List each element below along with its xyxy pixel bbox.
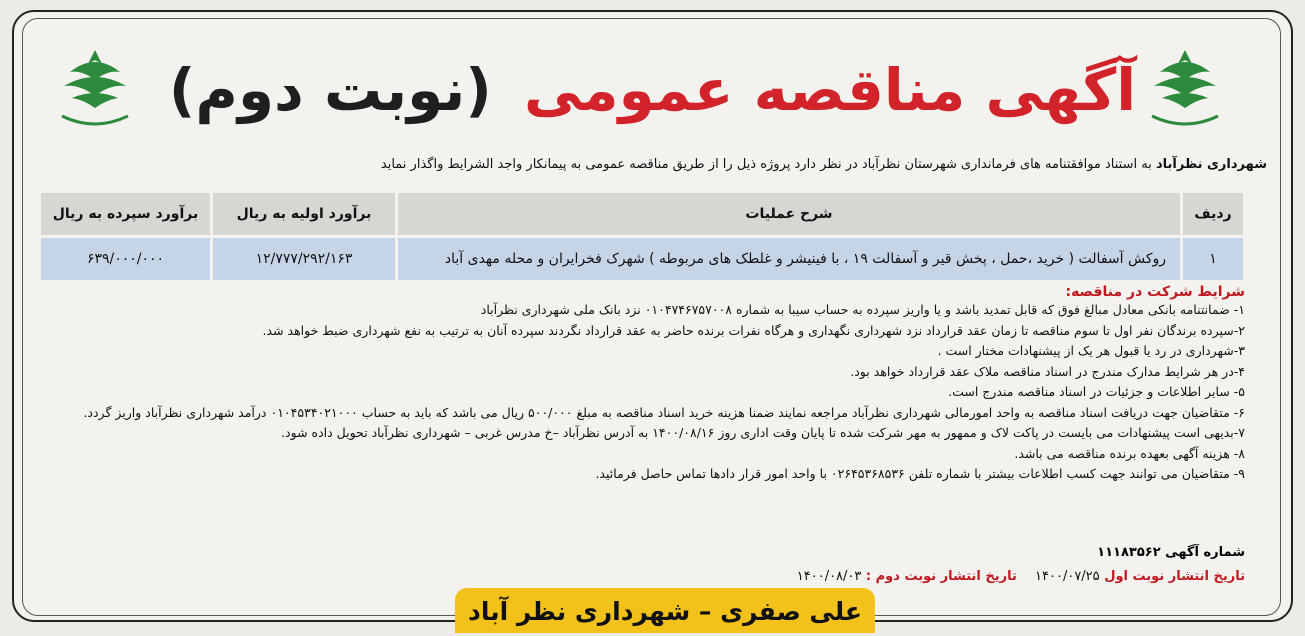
ad-number: شماره آگهی ۱۱۱۸۳۵۶۲ [1097,545,1245,560]
table-row [40,237,1245,282]
condition-item: ۹- متقاضیان می توانند جهت کسب اطلاعات بیشتر با شماره تلفن ۰۲۶۴۵۳۶۸۵۳۶ با واحد امور قرار دادها تماس حاصل فرمائید. [595,466,1245,481]
conditions-title: شرایط شرکت در مناقصه: [1065,284,1245,300]
cell-initial-estimate: ۱۲/۷۷۷/۲۹۲/۱۶۳ [212,237,397,282]
col-description: شرح عملیات [397,192,1182,237]
condition-item: ۲-سپرده برندگان نفر اول تا سوم مناقصه تا زمان عقد قرارداد نزد شهرداری نگهداری و هرگاه نفرات برنده حاضر به عقد قرارداد نگردند سپرده آنان به ترتیب به نفع شهرداری ضبط خواهد شد. [262,322,1245,338]
cell-row-number: ۱ [1182,237,1245,282]
col-row-number: ردیف [1182,192,1245,237]
intro-org: شهرداری نظرآباد [1155,157,1267,172]
footer-text: علی صفری – شهرداری نظر آباد [467,597,863,626]
second-date-value: ۱۴۰۰/۰۸/۰۳ [796,569,862,584]
condition-item: ۶- متقاضیان جهت دریافت اسناد مناقصه به واحد امورمالی شهرداری نظرآباد مراجعه نمایند ضمنا هزینه خرید اسناد مناقصه به مبلغ ۵۰۰/۰۰۰ ریال می باشد که باید به حساب ۰۱۰۴۵۳۴۰۲۱۰۰۰ درآمد شهرداری نظرآباد واریز گردد. [83,404,1245,420]
condition-item: ۷-بدیهی است پیشنهادات می بایست در پاکت لاک و ممهور به مهر شرکت شده تا پایان وقت اداری روز ۱۴۰۰/۰۸/۱۶ به آدرس نظرآباد –خ مدرس غربی – شهرداری نظرآباد تحویل داده شود. [281,425,1245,440]
condition-item: ۸- هزینه آگهی بعهده برنده مناقصه می باشد. [1014,445,1245,461]
tender-table [38,190,1246,283]
condition-item: ۱- ضمانتنامه بانکی معادل مبالغ فوق که قابل تمدید باشد و یا واریز سپرده به حساب سیبا به شماره ۰۱۰۴۷۴۶۷۵۷۰۰۸ نزد بانک ملی شهرداری نظرآباد [480,302,1245,317]
condition-item: ۴-در هر شرایط مدارک مندرج در اسناد مناقصه ملاک عقد قرارداد خواهد بود. [850,363,1245,379]
col-deposit: برآورد سپرده به ریال [40,192,212,237]
condition-item: ۵- سایر اطلاعات و جزئیات در اسناد مناقصه مندرج است. [948,384,1245,399]
table-header-row [40,192,1245,237]
cell-description: روکش آسفالت ( خرید ،حمل ، پخش قیر و آسفالت ۱۹ ، با فینیشر و غلطک های مربوطه ) شهرک فخرایران و محله مهدی آباد [397,237,1182,282]
publication-dates [797,569,1245,584]
first-date-label: تاریخ انتشار نوبت اول [1104,569,1245,584]
notice-title [0,50,1305,130]
title-main: آگهی مناقصه عمومی [523,56,1137,124]
footer-banner [455,588,875,633]
conditions-list [60,300,1245,485]
cell-deposit: ۶۳۹/۰۰۰/۰۰۰ [40,237,212,282]
second-date-label: تاریخ انتشار نوبت دوم : [865,569,1017,584]
condition-item: ۳-شهرداری در رد یا قبول هر یک از پیشنهادات مختار است . [937,343,1245,358]
intro-text: به استناد موافقتنامه های فرمانداری شهرستان نظرآباد در نظر دارد پروژه ذیل را از طریق مناقصه عمومی به پیمانکار واجد الشرایط واگذار نماید [380,157,1152,172]
col-initial-estimate: برآورد اولیه به ریال [212,192,397,237]
intro-paragraph [37,157,1267,172]
title-round: (نوبت دوم) [168,56,492,124]
first-date-value: ۱۴۰۰/۰۷/۲۵ [1035,569,1100,584]
